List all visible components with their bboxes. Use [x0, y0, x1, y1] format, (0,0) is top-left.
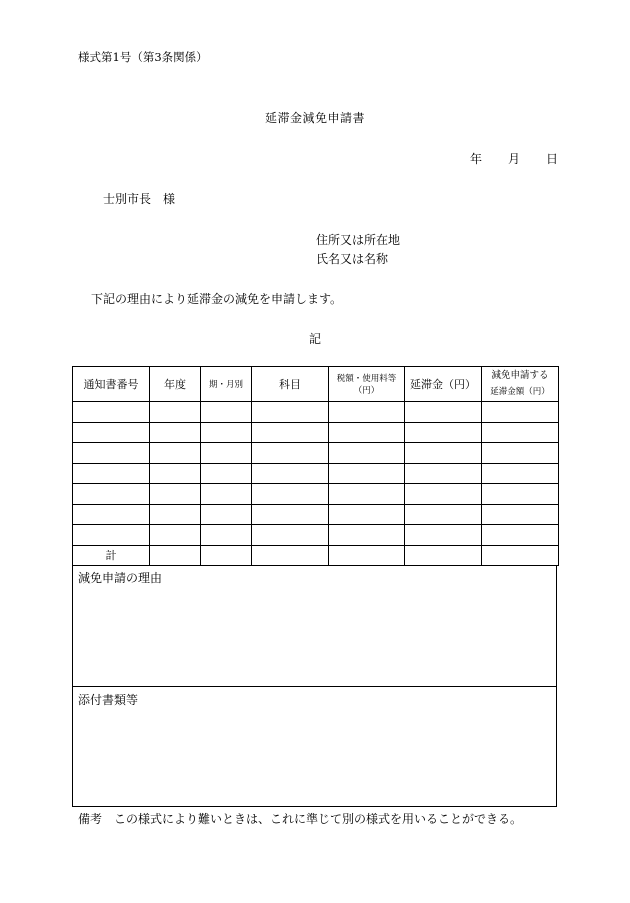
table-cell[interactable]	[252, 525, 329, 546]
header-notice-number: 通知書番号	[73, 367, 150, 402]
table-cell[interactable]	[201, 422, 252, 443]
table-cell[interactable]	[482, 422, 559, 443]
table-cell[interactable]	[73, 402, 150, 423]
table-cell[interactable]	[201, 443, 252, 464]
table-cell[interactable]	[150, 545, 201, 566]
table-cell[interactable]	[150, 443, 201, 464]
reason-box[interactable]	[72, 565, 557, 687]
remarks-text: この様式により難いときは、これに準じて別の様式を用いることができる。	[114, 812, 523, 826]
table-cell[interactable]	[252, 463, 329, 484]
applicant-name-label: 氏名又は名称	[316, 252, 389, 266]
table-cell[interactable]	[329, 402, 405, 423]
table-cell[interactable]	[73, 463, 150, 484]
remarks	[78, 810, 522, 827]
total-label: 計	[73, 545, 150, 566]
header-reduction-amount	[482, 367, 559, 402]
table-cell[interactable]	[405, 504, 482, 525]
table-cell[interactable]	[405, 484, 482, 505]
table-row	[73, 504, 559, 525]
table-cell[interactable]	[150, 525, 201, 546]
table-cell[interactable]	[405, 525, 482, 546]
table-total-row	[73, 545, 559, 566]
date-line	[470, 150, 558, 167]
table-row	[73, 484, 559, 505]
table-cell[interactable]	[150, 402, 201, 423]
header-reduction-line1: 減免申請する	[491, 370, 549, 381]
table-cell[interactable]	[482, 463, 559, 484]
table-cell[interactable]	[329, 525, 405, 546]
table-row	[73, 402, 559, 423]
table-cell[interactable]	[482, 504, 559, 525]
application-statement: 下記の理由により延滞金の減免を申請します。	[91, 292, 343, 306]
table-cell[interactable]	[482, 443, 559, 464]
table-cell[interactable]	[73, 422, 150, 443]
table-cell[interactable]	[252, 402, 329, 423]
header-item: 科目	[252, 367, 329, 402]
addressee-honorific: 様	[163, 192, 176, 206]
table-cell[interactable]	[201, 525, 252, 546]
table-cell[interactable]	[73, 504, 150, 525]
table-cell[interactable]	[405, 402, 482, 423]
reason-label: 減免申請の理由	[78, 571, 163, 585]
table-cell[interactable]	[73, 443, 150, 464]
table-cell[interactable]	[252, 504, 329, 525]
attachments-label: 添付書類等	[78, 693, 139, 707]
attachments-box[interactable]	[72, 686, 557, 807]
header-fiscal-year: 年度	[150, 367, 201, 402]
table-cell[interactable]	[201, 463, 252, 484]
table-cell[interactable]	[482, 525, 559, 546]
date-day: 日	[546, 152, 559, 166]
header-reduction-line2: 延滞金額（円）	[490, 387, 550, 397]
addressee	[103, 190, 175, 207]
table-cell[interactable]	[329, 422, 405, 443]
table-cell[interactable]	[252, 484, 329, 505]
remarks-label: 備考	[78, 812, 103, 826]
table-cell[interactable]	[405, 545, 482, 566]
applicant-address-label: 住所又は所在地	[316, 233, 401, 247]
table-cell[interactable]	[150, 463, 201, 484]
date-year: 年	[470, 152, 483, 166]
form-number: 様式第1号（第3条関係）	[78, 50, 208, 64]
table-cell[interactable]	[252, 545, 329, 566]
table-cell[interactable]	[150, 422, 201, 443]
table-cell[interactable]	[329, 463, 405, 484]
table-cell[interactable]	[73, 525, 150, 546]
table-cell[interactable]	[252, 422, 329, 443]
table-cell[interactable]	[150, 504, 201, 525]
table-cell[interactable]	[329, 443, 405, 464]
table-row	[73, 463, 559, 484]
table-cell[interactable]	[201, 504, 252, 525]
table-cell[interactable]	[150, 484, 201, 505]
table-cell[interactable]	[329, 484, 405, 505]
ki-heading: 記	[308, 332, 321, 346]
table-cell[interactable]	[329, 545, 405, 566]
header-period: 期・月別	[201, 367, 252, 402]
table-cell[interactable]	[201, 484, 252, 505]
table-row	[73, 443, 559, 464]
table-cell[interactable]	[201, 545, 252, 566]
table-cell[interactable]	[405, 422, 482, 443]
table-cell[interactable]	[201, 402, 252, 423]
table-cell[interactable]	[73, 484, 150, 505]
table-cell[interactable]	[482, 484, 559, 505]
table-cell[interactable]	[329, 504, 405, 525]
table-cell[interactable]	[405, 443, 482, 464]
details-table	[72, 366, 559, 566]
date-month: 月	[508, 152, 521, 166]
table-row	[73, 422, 559, 443]
table-cell[interactable]	[252, 443, 329, 464]
table-header-row	[73, 367, 559, 402]
table-cell[interactable]	[482, 402, 559, 423]
document-title: 延滞金減免申請書	[264, 111, 365, 125]
header-late-fee: 延滞金（円）	[405, 367, 482, 402]
table-cell[interactable]	[482, 545, 559, 566]
addressee-name: 士別市長	[103, 192, 152, 206]
header-tax-amount: 税額・使用料等（円）	[329, 367, 405, 402]
table-row	[73, 525, 559, 546]
table-cell[interactable]	[405, 463, 482, 484]
